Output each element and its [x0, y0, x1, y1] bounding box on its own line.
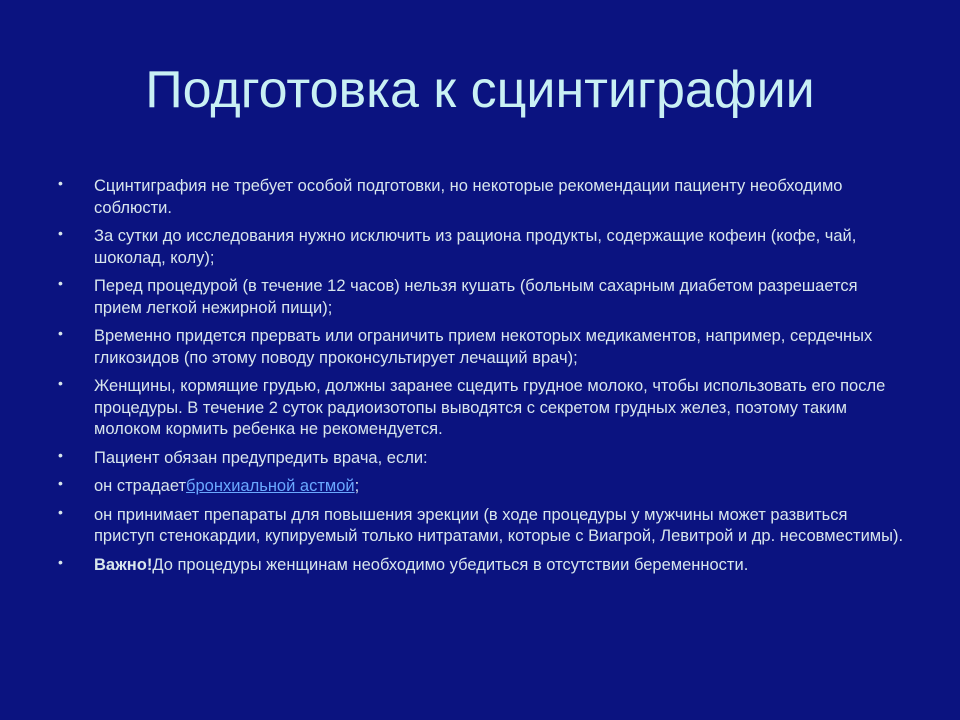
important-label: Важно!	[94, 555, 153, 574]
bullet-icon: •	[58, 225, 63, 241]
list-item	[58, 176, 908, 219]
list-item	[58, 376, 908, 441]
bullet-icon: •	[58, 475, 63, 491]
bullet-icon: •	[58, 325, 63, 341]
bullet-text: Пациент обязан предупредить врача, если:	[94, 448, 428, 467]
bullet-text-suffix: ;	[354, 477, 360, 495]
list-item	[58, 448, 908, 470]
list-item	[58, 326, 908, 369]
list-item	[58, 555, 908, 577]
bullet-text: Перед процедурой (в течение 12 часов) нельзя кушать (больным сахарным диабетом разрешается прием легкой нежирной пищи);	[94, 277, 858, 317]
list-item	[58, 476, 908, 498]
bullet-icon: •	[58, 175, 63, 191]
list-item	[58, 226, 908, 269]
bullet-text: Сцинтиграфия не требует особой подготовки, но некоторые рекомендации пациенту необходимо соблюсти.	[94, 177, 843, 217]
bullet-text: он принимает препараты для повышения эрекции (в ходе процедуры у мужчины может развиться приступ стенокардии, купируемый только нитратами, которые с Виагрой, Левитрой и др. несовместимы).	[94, 505, 904, 545]
bullet-text: За сутки до исследования нужно исключить из рациона продукты, содержащие кофеин (кофе, чай, шоколад, колу);	[94, 227, 857, 267]
asthma-link[interactable]: бронхиальной астмой	[186, 477, 355, 495]
bullet-text-prefix: он страдает	[94, 477, 187, 495]
bullet-icon: •	[58, 553, 63, 570]
list-item	[58, 505, 908, 548]
bullet-icon: •	[58, 503, 63, 520]
list-item	[58, 276, 908, 319]
bullet-list	[58, 176, 908, 583]
bullet-text: Женщины, кормящие грудью, должны заранее сцедить грудное молоко, чтобы использовать его после процедуры. В течение 2 суток радиоизотопы выводятся с секретом грудных желез, поэтому таким молоком кормить ребенка не рекомендуется.	[94, 377, 886, 438]
bullet-icon: •	[58, 275, 63, 291]
bullet-text: Временно придется прервать или ограничить прием некоторых медикаментов, например, сердечных гликозидов (по этому поводу проконсультирует лечащий врач);	[94, 327, 873, 367]
bullet-text: До процедуры женщинам необходимо убедиться в отсутствии беременности.	[152, 555, 749, 574]
bullet-icon: •	[58, 446, 63, 463]
bullet-icon: •	[58, 375, 63, 391]
slide-title: Подготовка к сцинтиграфии	[145, 61, 815, 119]
